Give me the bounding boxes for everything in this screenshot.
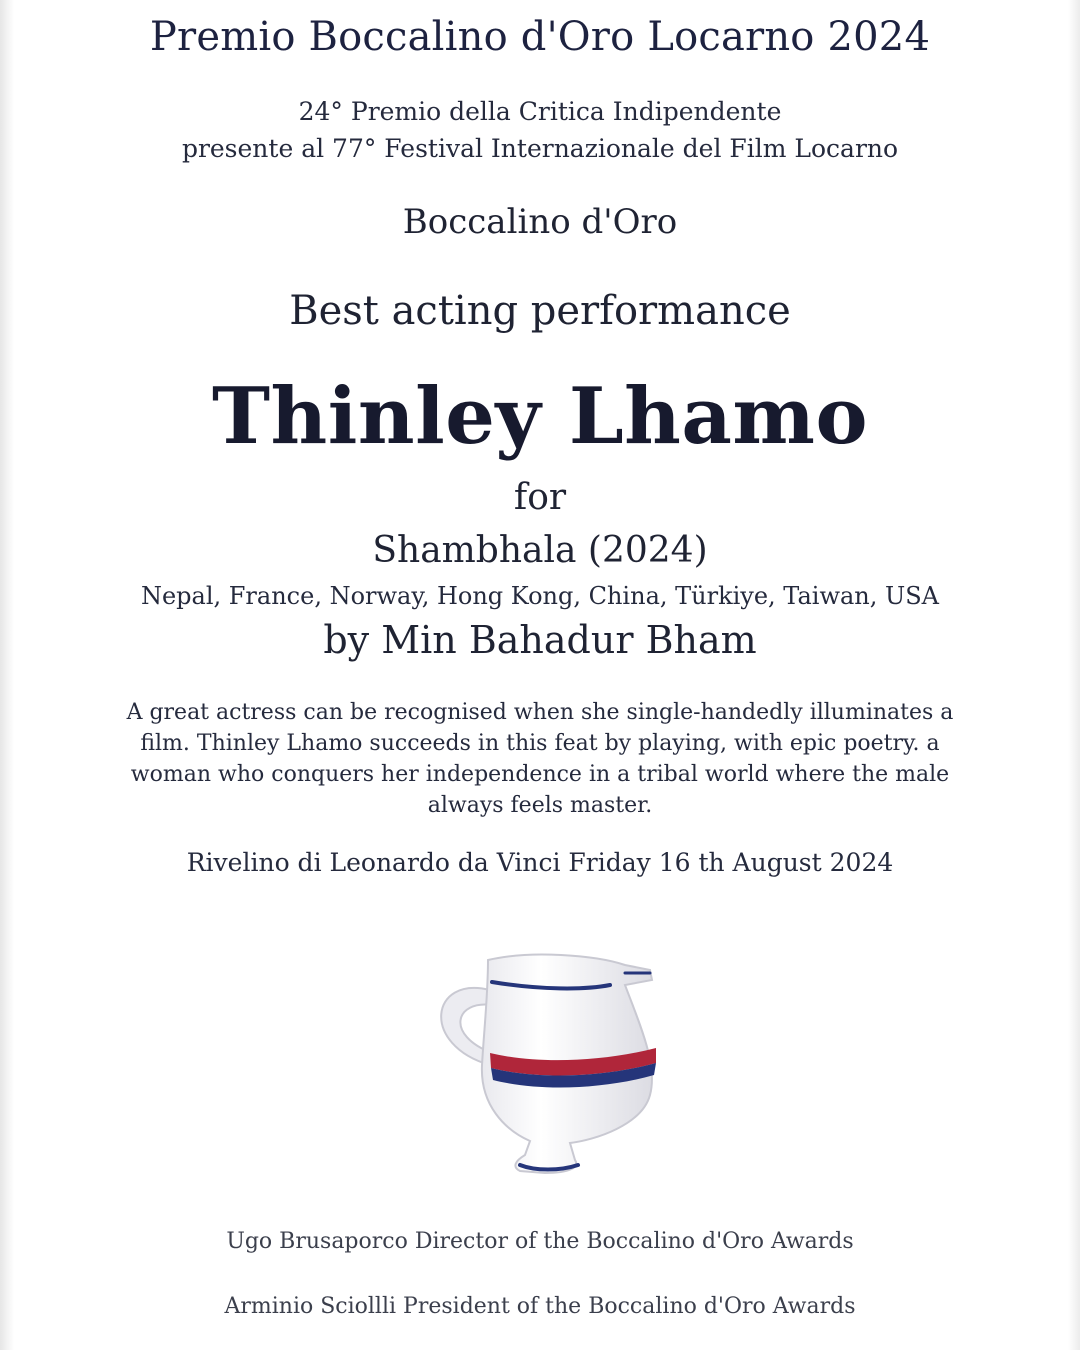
event-venue-date: Rivelino di Leonardo da Vinci Friday 16 th August 2024 bbox=[186, 848, 894, 877]
boccalino-jug-image bbox=[420, 935, 670, 1185]
subtitle-line-2: presente al 77° Festival Internazionale del Film Locarno bbox=[181, 134, 899, 163]
film-title: Shambhala (2024) bbox=[372, 530, 708, 571]
signatory-president: Arminio Sciollli President of the Boccalino d'Oro Awards bbox=[224, 1294, 856, 1319]
subtitle-line-1: 24° Premio della Critica Indipendente bbox=[298, 97, 782, 126]
director-line: by Min Bahadur Bham bbox=[323, 618, 757, 662]
award-motivation: A great actress can be recognised when she single-handedly illuminates a film. Thinley Lhamo succeeds in this feat by playing, with epic poetry. a woman who conquers her independence in a tribal world where the male always feels master. bbox=[126, 700, 954, 818]
header-title: Premio Boccalino d'Oro Locarno 2024 bbox=[149, 14, 931, 60]
award-category: Best acting performance bbox=[289, 288, 791, 334]
production-countries: Nepal, France, Norway, Hong Kong, China, Türkiye, Taiwan, USA bbox=[140, 582, 940, 610]
for-label: for bbox=[513, 477, 567, 518]
award-name: Boccalino d'Oro bbox=[402, 202, 678, 242]
signatory-director: Ugo Brusaporco Director of the Boccalino d'Oro Awards bbox=[226, 1229, 854, 1254]
recipient-name: Thinley Lhamo bbox=[212, 371, 868, 462]
